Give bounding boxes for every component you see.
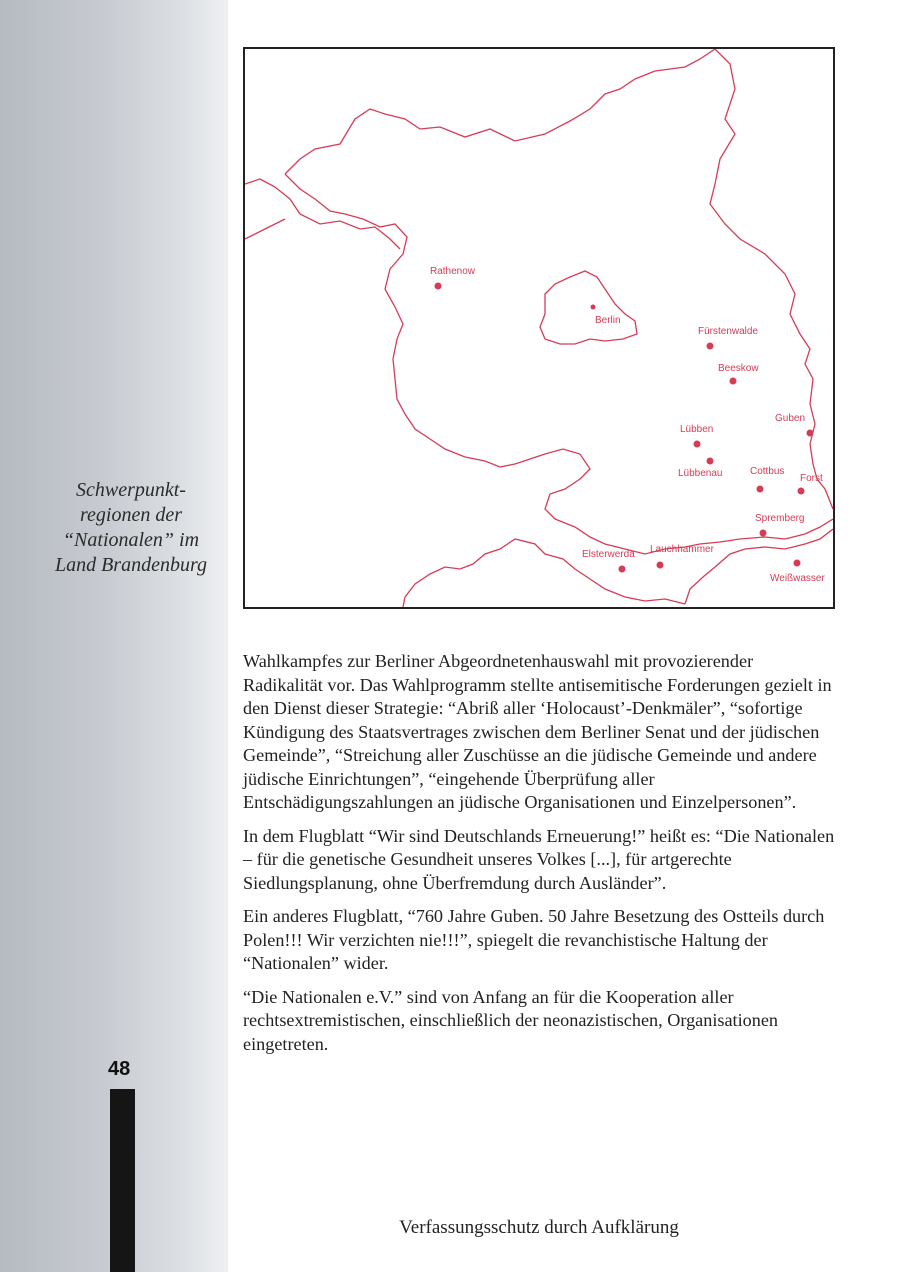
caption-line: “Nationalen” im: [62, 529, 200, 551]
map-label-spremberg: Spremberg: [755, 513, 805, 524]
map-label-luebben: Lübben: [680, 424, 714, 435]
map-dot-rathenow: [435, 283, 442, 290]
map-dot-fuerstenwalde: [707, 343, 714, 350]
page-number: 48: [108, 1058, 131, 1080]
map-dot-spremberg: [760, 530, 767, 537]
paragraph: Wahlkampfes zur Berliner Abgeordnetenhauswahl mit provozierender Radikalität vor. Das Wahlprogramm stellte antisemitische Forderungen gezielt in den Dienst dieser Strategie: “Abriß aller ‘Holocaust’-Denkmäler”, “sofortige Kündigung des Staatsvertrages zwischen dem Berliner Senat und der jüdischen Gemeinde”, “Streichung aller Zuschüsse an die jüdische Gemeinde und andere jüdische Einrichtungen”, “eingehende Überprüfung aller Entschädigungszahlungen an jüdische Organisationen und Einzelpersonen”.: [243, 651, 832, 812]
map-dot-weisswasser: [794, 560, 801, 567]
page-footer: Verfassungsschutz durch Aufklärung: [399, 1217, 679, 1238]
caption-line: Schwerpunkt-: [76, 479, 186, 501]
caption-line: regionen der: [79, 504, 182, 526]
map-dot-luebben: [694, 441, 701, 448]
berlin-border: [540, 271, 637, 344]
map-dot-lauchhammer: [657, 562, 664, 569]
map-dot-beeskow: [730, 378, 737, 385]
map-dot-berlin: [591, 305, 596, 310]
map-label-guben: Guben: [775, 413, 806, 424]
western-border: [245, 179, 400, 249]
map-label-weisswasser: Weißwasser: [770, 573, 825, 584]
sidebar-band: [0, 0, 228, 1272]
map-label-cottbus: Cottbus: [750, 466, 785, 477]
map-label-berlin: Berlin: [595, 315, 621, 326]
map-dot-elsterwerda: [619, 566, 626, 573]
paragraph: “Die Nationalen e.V.” sind von Anfang an für die Kooperation aller rechtsextremistischen, einschließlich der neonazistischen, Organisationen eingetreten.: [243, 986, 779, 1054]
map-caption: [40, 478, 222, 578]
map-dot-cottbus: [757, 486, 764, 493]
map-label-fuerstenwalde: Fürstenwalde: [698, 326, 759, 337]
map-dot-forst: [798, 488, 805, 495]
page-marker-bar: [110, 1089, 135, 1272]
brandenburg-map: [243, 47, 835, 609]
map-label-lauchhammer: Lauchhammer: [650, 544, 714, 555]
map-label-rathenow: Rathenow: [430, 266, 476, 277]
map-svg: [245, 49, 833, 607]
paragraph: Ein anderes Flugblatt, “760 Jahre Guben. 50 Jahre Besetzung des Ostteils durch Polen!!! Wir verzichten nie!!!”, spiegelt die revanchistische Haltung der “Nationalen” wider.: [243, 906, 825, 973]
article-body: [243, 650, 835, 1066]
map-label-elsterwerda: Elsterwerda: [582, 549, 635, 560]
paragraph: In dem Flugblatt “Wir sind Deutschlands Erneuerung!” heißt es: “Die Nationalen – für die genetische Gesundheit unseres Volkes [...], für artgerechte Siedlungsplanung, ohne Überfremdung durch Ausländer”.: [243, 825, 835, 893]
caption-line: Land Brandenburg: [54, 554, 208, 576]
map-dot-luebbenau: [707, 458, 714, 465]
map-label-luebbenau: Lübbenau: [678, 468, 723, 479]
map-label-beeskow: Beeskow: [718, 363, 759, 374]
map-dot-guben: [807, 430, 814, 437]
map-label-forst: Forst: [800, 473, 823, 484]
